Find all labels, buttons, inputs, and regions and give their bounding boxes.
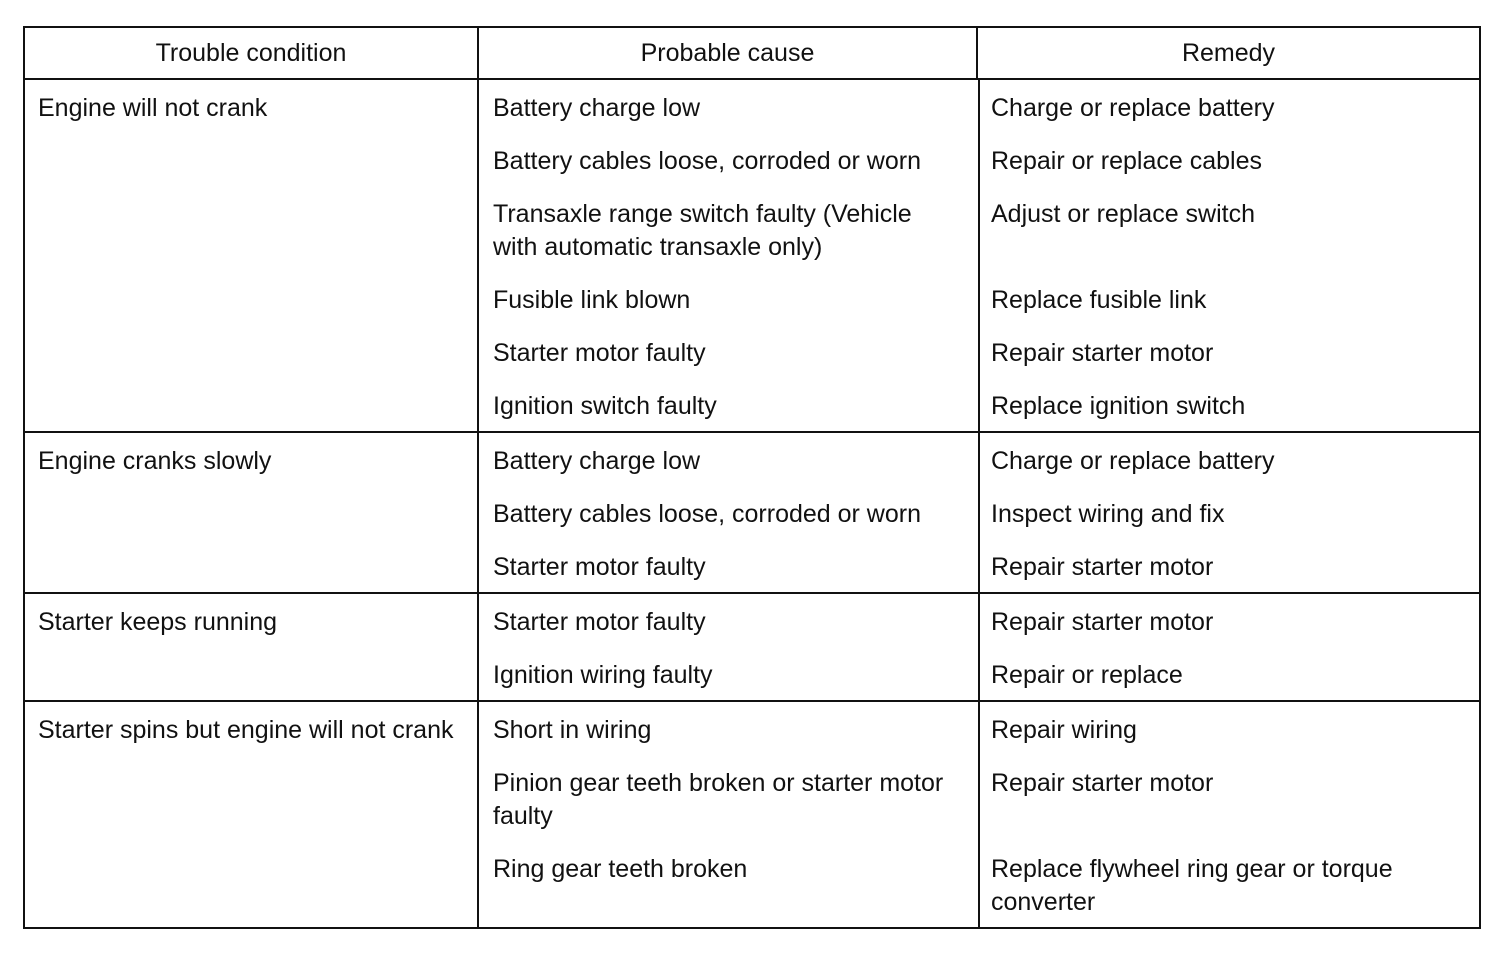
table-row-group (24, 701, 1480, 928)
remedy-cell: Repair starter motor (991, 553, 1214, 581)
remedy-cell: Inspect wiring and fix (991, 500, 1225, 528)
probable-cause-cell: Starter motor faulty (493, 339, 706, 367)
trouble-condition-cell: Starter keeps running (24, 593, 478, 701)
trouble-condition-cell: Engine cranks slowly (24, 432, 478, 593)
remedy-cell: Charge or replace battery (991, 447, 1275, 475)
header-trouble-condition: Trouble condition (24, 27, 478, 79)
trouble-condition-cell: Starter spins but engine will not crank (24, 701, 478, 928)
troubleshooting-table (23, 26, 1481, 929)
table-row-group (24, 593, 1480, 701)
table-row-group (24, 432, 1480, 593)
probable-cause-cell: Battery cables loose, corroded or worn (493, 500, 921, 528)
header-remedy: Remedy (977, 27, 1480, 79)
probable-cause-cell: Ignition switch faulty (493, 392, 717, 420)
header-row (24, 27, 1480, 79)
remedy-cell: Adjust or replace switch (991, 200, 1256, 228)
remedy-cell: Replace fusible link (991, 286, 1207, 314)
remedy-cell: Repair starter motor (991, 769, 1214, 797)
probable-cause-cell: Short in wiring (493, 716, 652, 744)
probable-cause-cell: Ignition wiring faulty (493, 661, 713, 689)
probable-cause-cell: Pinion gear teeth broken or starter motor faulty (493, 769, 944, 830)
probable-cause-cell: Battery charge low (493, 447, 701, 475)
remedy-cell: Replace ignition switch (991, 392, 1246, 420)
probable-cause-cell: Fusible link blown (493, 286, 691, 314)
header-probable-cause: Probable cause (478, 27, 977, 79)
trouble-condition-cell: Engine will not crank (24, 79, 478, 432)
probable-cause-cell: Starter motor faulty (493, 608, 706, 636)
probable-cause-cell: Battery cables loose, corroded or worn (493, 147, 921, 175)
remedy-cell: Repair or replace (991, 661, 1183, 689)
probable-cause-cell: Ring gear teeth broken (493, 855, 748, 883)
probable-cause-cell: Starter motor faulty (493, 553, 706, 581)
remedy-cell: Charge or replace battery (991, 94, 1275, 122)
remedy-cell: Repair starter motor (991, 339, 1214, 367)
remedy-cell: Repair or replace cables (991, 147, 1262, 175)
remedy-cell: Repair wiring (991, 716, 1137, 744)
remedy-cell: Replace flywheel ring gear or torque converter (991, 855, 1393, 916)
remedy-cell: Repair starter motor (991, 608, 1214, 636)
table-row-group (24, 79, 1480, 432)
probable-cause-cell: Transaxle range switch faulty (Vehicle with automatic transaxle only) (493, 200, 912, 261)
probable-cause-cell: Battery charge low (493, 94, 701, 122)
